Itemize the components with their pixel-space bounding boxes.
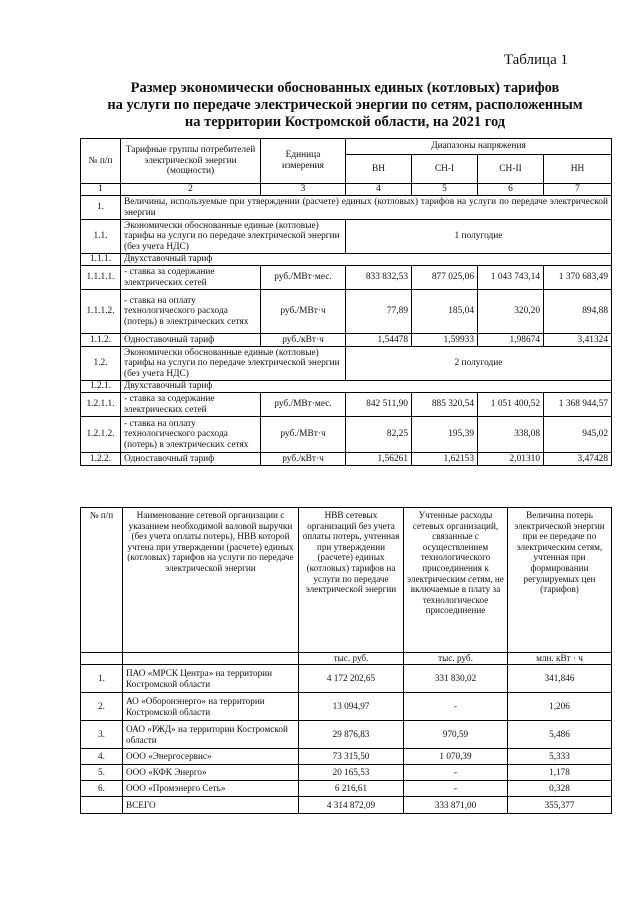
- col-number-cell: 3: [261, 184, 346, 196]
- header-unit: Единица измерения: [261, 139, 346, 184]
- title-line-3: на территории Костромской области, на 2021 год: [184, 114, 506, 130]
- table-row: [81, 665, 612, 693]
- value-cell: 1 043 743,14: [478, 266, 544, 290]
- row-num: 1.: [81, 196, 121, 220]
- t2-row-costs: 970,59: [404, 721, 508, 749]
- table-total-row: [81, 797, 612, 814]
- t2-header-nvv: НВВ сетевых организаций без учета оплаты потерь, учтенная при утверждении (расчете) единых (котловых) тарифов на услуги по передаче электрической энергии: [299, 508, 404, 653]
- header-sn1: СН-I: [412, 155, 478, 184]
- t2-unit-losses: млн. кВт · ч: [508, 653, 612, 665]
- row-label: - ставка за содержание электрических сетей: [121, 393, 261, 417]
- t2-unit-costs: тыс. руб.: [404, 653, 508, 665]
- row-num: 1.1.1.2.: [81, 290, 121, 334]
- t2-row-costs: -: [404, 693, 508, 721]
- t2-row-costs: -: [404, 781, 508, 797]
- t2-total-nvv: 4 314 872,09: [299, 797, 404, 814]
- t2-row-costs: -: [404, 765, 508, 781]
- row-num: 1.2.1.1.: [81, 393, 121, 417]
- table-row: [81, 693, 612, 721]
- col-number-cell: 6: [478, 184, 544, 196]
- value-cell: 320,20: [478, 290, 544, 334]
- t2-row-name: АО «Оборонэнерго» на территории Костромской области: [123, 693, 299, 721]
- value-cell: 1,59933: [412, 334, 478, 347]
- period-label: 1 полугодие: [346, 220, 612, 254]
- t2-row-nvv: 29 876,83: [299, 721, 404, 749]
- unit-cell: руб./МВт·ч: [261, 417, 346, 453]
- t2-header-name: Наименование сетевой организации с указанием необходимой валовой выручки (без учета оплаты потерь), НВВ которой учтена при утверждении (расчете) единых (котловых) тарифов на услуги по передаче электрической энергии: [123, 508, 299, 653]
- t2-row-name: ПАО «МРСК Центра» на территории Костромской области: [123, 665, 299, 693]
- value-cell: 77,89: [346, 290, 412, 334]
- t2-total-costs: 333 871,00: [404, 797, 508, 814]
- header-num: № п/п: [81, 139, 121, 184]
- row-label: - ставка на оплату технологического расхода (потерь) в электрических сетях: [121, 417, 261, 453]
- row-num: 1.1.1.: [81, 254, 121, 266]
- value-cell: 1 370 683,49: [544, 266, 612, 290]
- unit-cell: руб./кВт·ч: [261, 334, 346, 347]
- t2-row-name: ООО «Энергосервис»: [123, 749, 299, 765]
- value-cell: 185,04: [412, 290, 478, 334]
- t2-row-nvv: 6 216,61: [299, 781, 404, 797]
- row-num: 1.2.1.: [81, 381, 121, 393]
- value-cell: 2,01310: [478, 453, 544, 466]
- table-row: [81, 721, 612, 749]
- row-num: 1.1.: [81, 220, 121, 254]
- document-label: Таблица 1: [503, 52, 568, 68]
- t2-row-name: ОАО «РЖД» на территории Костромской области: [123, 721, 299, 749]
- title-line-2: на услуги по передаче электрической энергии по сетям, расположенным: [107, 97, 583, 113]
- t2-row-nvv: 73 315,50: [299, 749, 404, 765]
- t2-row-name: ООО «КФК Энерго»: [123, 765, 299, 781]
- t2-header-num: № п/п: [81, 508, 123, 653]
- t2-total-empty: [81, 797, 123, 814]
- network-organizations-table: [80, 507, 612, 814]
- t2-row-name: ООО «Промэнерго Сеть»: [123, 781, 299, 797]
- value-cell: 1,56261: [346, 453, 412, 466]
- row-label: Двухставочный тариф: [121, 381, 612, 393]
- unit-cell: руб./МВт·мес.: [261, 266, 346, 290]
- t2-unit-empty: [123, 653, 299, 665]
- t2-total-losses: 355,377: [508, 797, 612, 814]
- t2-total-label: ВСЕГО: [123, 797, 299, 814]
- t2-row-losses: 1,178: [508, 765, 612, 781]
- t2-unit-nvv: тыс. руб.: [299, 653, 404, 665]
- row-num: 1.2.1.2.: [81, 417, 121, 453]
- t2-row-num: 4.: [81, 749, 123, 765]
- t2-row-costs: 1 070,39: [404, 749, 508, 765]
- value-cell: 82,25: [346, 417, 412, 453]
- period-label: 2 полугодие: [346, 347, 612, 381]
- value-cell: 842 511,90: [346, 393, 412, 417]
- value-cell: 1,62153: [412, 453, 478, 466]
- t2-row-losses: 1,206: [508, 693, 612, 721]
- t2-row-losses: 5,486: [508, 721, 612, 749]
- header-sn2: СН-II: [478, 155, 544, 184]
- tariff-table: [80, 138, 612, 466]
- subsection-text: Экономически обоснованные единые (котловые) тарифы на услуги по передаче электрической энергии (без учета НДС): [121, 347, 346, 381]
- header-vn: ВН: [346, 155, 412, 184]
- t2-header-costs: Учтенные расходы сетевых организаций, связанные с осуществлением технологического присоединения к электрическим сетям, не включаемые в плату за технологическое присоединение: [404, 508, 508, 653]
- header-nn: НН: [544, 155, 612, 184]
- value-cell: 3,47428: [544, 453, 612, 466]
- value-cell: 885 320,54: [412, 393, 478, 417]
- t2-row-losses: 341,846: [508, 665, 612, 693]
- header-group: Тарифные группы потребителей электрической энергии (мощности): [121, 139, 261, 184]
- row-num: 1.2.: [81, 347, 121, 381]
- value-cell: 1,54478: [346, 334, 412, 347]
- page-title: [80, 80, 610, 131]
- row-num: 1.2.2.: [81, 453, 121, 466]
- table-row: [81, 781, 612, 797]
- t2-row-nvv: 20 165,53: [299, 765, 404, 781]
- value-cell: 3,41324: [544, 334, 612, 347]
- t2-row-losses: 0,328: [508, 781, 612, 797]
- row-label: Двухставочный тариф: [121, 254, 612, 266]
- value-cell: 1,98674: [478, 334, 544, 347]
- col-number-cell: 1: [81, 184, 121, 196]
- t2-row-num: 3.: [81, 721, 123, 749]
- unit-cell: руб./МВт·мес.: [261, 393, 346, 417]
- value-cell: 1 368 944,57: [544, 393, 612, 417]
- row-label: - ставка за содержание электрических сетей: [121, 266, 261, 290]
- row-label: Одноставочный тариф: [121, 334, 261, 347]
- table-row: [81, 749, 612, 765]
- row-label: Одноставочный тариф: [121, 453, 261, 466]
- title-line-1: Размер экономически обоснованных единых (котловых) тарифов: [130, 80, 560, 96]
- t2-row-nvv: 4 172 202,65: [299, 665, 404, 693]
- t2-unit-empty: [81, 653, 123, 665]
- t2-row-num: 1.: [81, 665, 123, 693]
- header-ranges: Диапазоны напряжения: [346, 139, 612, 155]
- col-number-cell: 7: [544, 184, 612, 196]
- t2-row-num: 2.: [81, 693, 123, 721]
- section-text: Величины, используемые при утверждении (расчете) единых (котловых) тарифов на услуги по передаче электрической энергии: [121, 196, 612, 220]
- value-cell: 945,02: [544, 417, 612, 453]
- row-label: - ставка на оплату технологического расхода (потерь) в электрических сетях: [121, 290, 261, 334]
- t2-header-losses: Величина потерь электрической энергии при ее передаче по электрическим сетям, учтенная при формировании регулируемых цен (тарифов): [508, 508, 612, 653]
- value-cell: 894,88: [544, 290, 612, 334]
- t2-row-num: 6.: [81, 781, 123, 797]
- col-number-cell: 2: [121, 184, 261, 196]
- value-cell: 195,39: [412, 417, 478, 453]
- col-number-cell: 4: [346, 184, 412, 196]
- t2-row-losses: 5,333: [508, 749, 612, 765]
- col-number-cell: 5: [412, 184, 478, 196]
- subsection-text: Экономически обоснованные единые (котловые) тарифы на услуги по передаче электрической энергии (без учета НДС): [121, 220, 346, 254]
- unit-cell: руб./МВт·ч: [261, 290, 346, 334]
- t2-row-num: 5.: [81, 765, 123, 781]
- t2-row-costs: 331 830,02: [404, 665, 508, 693]
- table-row: [81, 765, 612, 781]
- unit-cell: руб./кВт·ч: [261, 453, 346, 466]
- value-cell: 1 051 400,52: [478, 393, 544, 417]
- value-cell: 338,08: [478, 417, 544, 453]
- value-cell: 833 832,53: [346, 266, 412, 290]
- value-cell: 877 025,06: [412, 266, 478, 290]
- row-num: 1.1.2.: [81, 334, 121, 347]
- row-num: 1.1.1.1.: [81, 266, 121, 290]
- t2-row-nvv: 13 094,97: [299, 693, 404, 721]
